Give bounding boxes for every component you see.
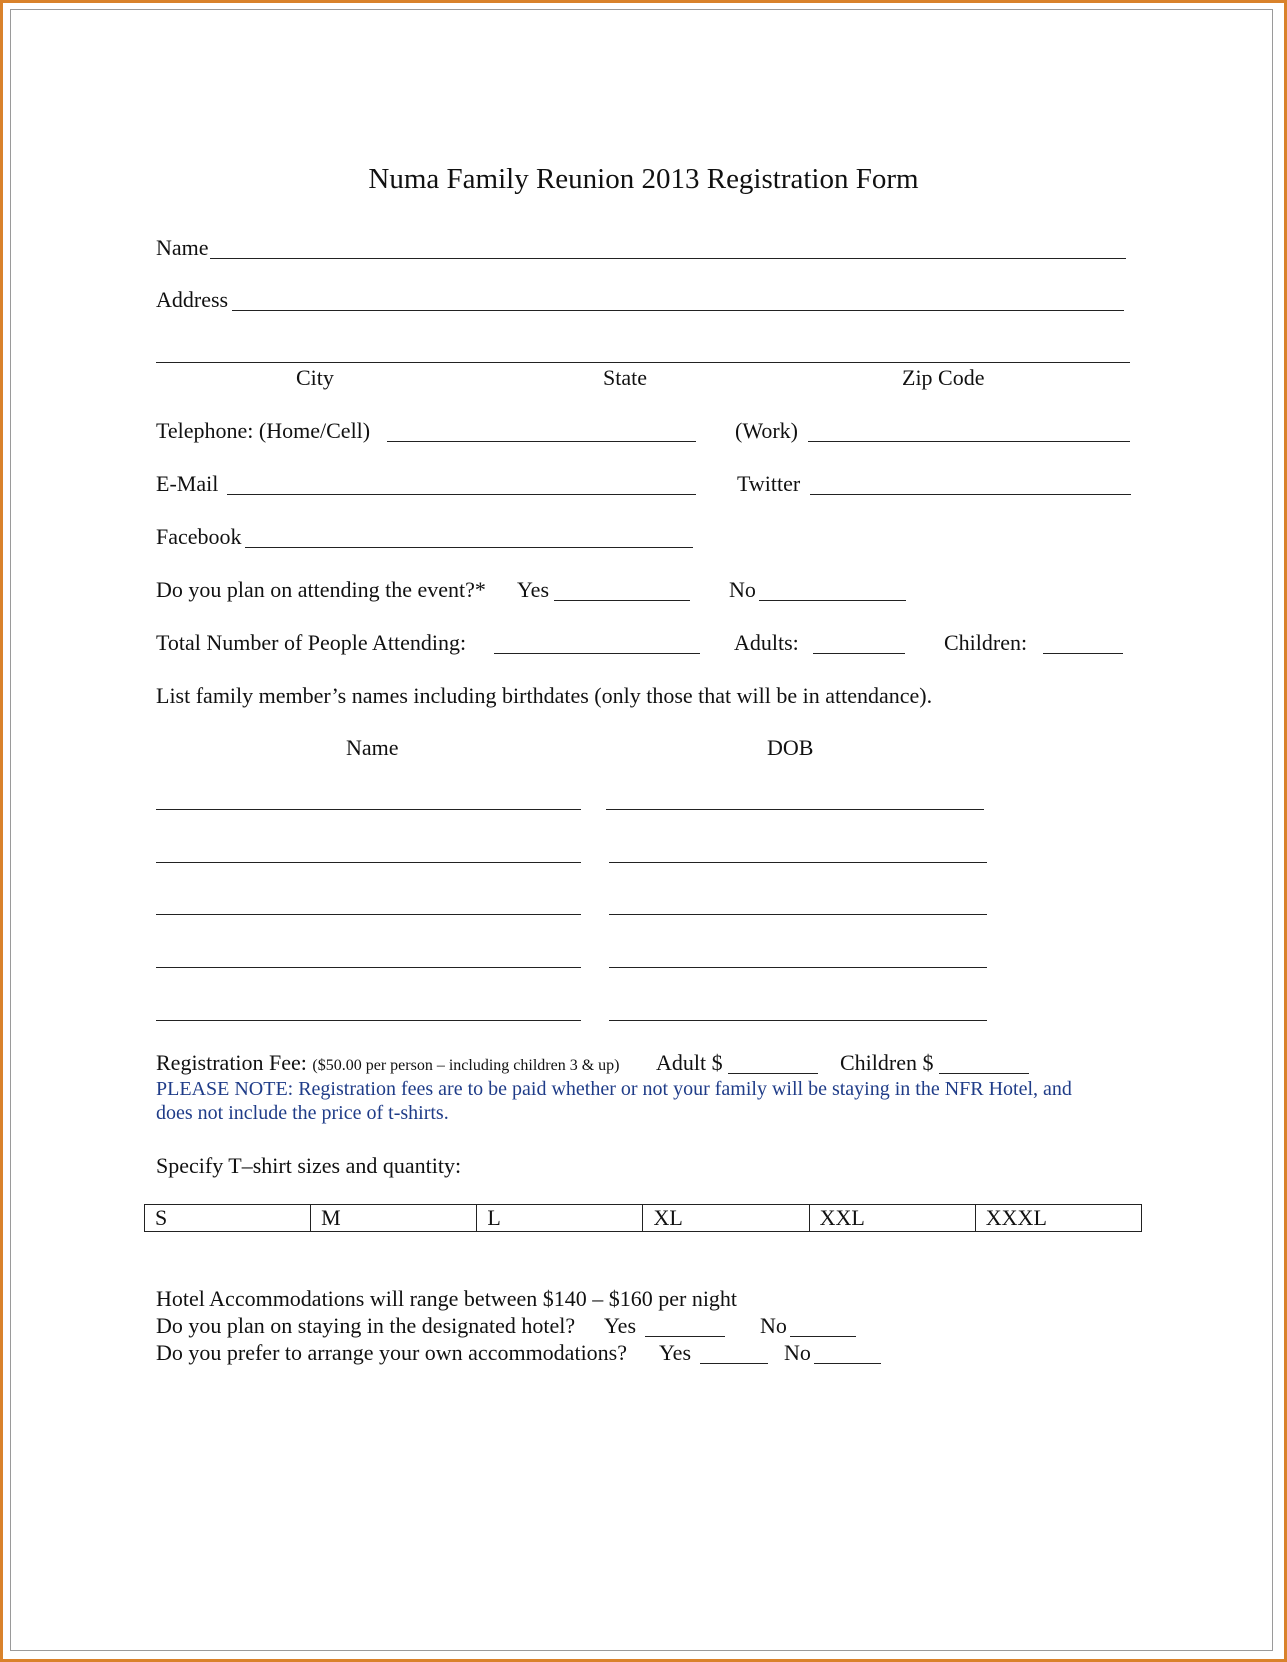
tshirt-size-s[interactable]: S bbox=[145, 1205, 311, 1232]
fee-adult-label: Adult $ bbox=[656, 1050, 723, 1075]
family-name-field-2[interactable] bbox=[156, 862, 581, 863]
fee-label: Registration Fee: bbox=[156, 1050, 307, 1075]
facebook-label: Facebook bbox=[156, 524, 242, 549]
family-dob-field-5[interactable] bbox=[609, 1020, 987, 1021]
tshirt-size-xxl[interactable]: XXL bbox=[809, 1205, 975, 1232]
tshirt-size-table bbox=[144, 1204, 1142, 1232]
fee-children-field[interactable] bbox=[939, 1073, 1029, 1074]
hotel-own-no-field[interactable] bbox=[814, 1363, 881, 1364]
fee-detail: ($50.00 per person – including children 3 & up) bbox=[312, 1057, 620, 1074]
email-field[interactable] bbox=[227, 494, 696, 495]
address-line-2-field[interactable] bbox=[156, 362, 1130, 363]
twitter-field[interactable] bbox=[810, 494, 1131, 495]
attending-no-field[interactable] bbox=[759, 600, 906, 601]
family-name-field-3[interactable] bbox=[156, 914, 581, 915]
work-label: (Work) bbox=[735, 418, 798, 443]
fee-adult-field[interactable] bbox=[728, 1073, 818, 1074]
attending-yes-label: Yes bbox=[517, 577, 550, 602]
family-name-header: Name bbox=[346, 735, 399, 760]
family-instruction: List family member’s names including birthdates (only those that will be in attendance). bbox=[156, 683, 933, 708]
tshirt-size-xl[interactable]: XL bbox=[643, 1205, 809, 1232]
children-field[interactable] bbox=[1043, 653, 1123, 654]
tshirt-size-m[interactable]: M bbox=[311, 1205, 477, 1232]
family-name-field-4[interactable] bbox=[156, 967, 581, 968]
attending-no-label: No bbox=[729, 577, 756, 602]
family-dob-field-2[interactable] bbox=[609, 862, 987, 863]
adults-label: Adults: bbox=[734, 630, 799, 655]
form-title: Numa Family Reunion 2013 Registration Form bbox=[368, 163, 919, 195]
facebook-field[interactable] bbox=[245, 547, 693, 548]
hotel-own-question: Do you prefer to arrange your own accommodations? bbox=[156, 1340, 628, 1365]
total-attending-field[interactable] bbox=[494, 653, 700, 654]
family-dob-field-3[interactable] bbox=[609, 914, 987, 915]
family-dob-header: DOB bbox=[767, 735, 814, 760]
children-label: Children: bbox=[944, 630, 1028, 655]
family-name-field-1[interactable] bbox=[156, 809, 581, 810]
telephone-label: Telephone: (Home/Cell) bbox=[156, 418, 371, 443]
twitter-label: Twitter bbox=[737, 471, 801, 496]
tshirt-label: Specify T–shirt sizes and quantity: bbox=[156, 1153, 462, 1178]
hotel-own-no-label: No bbox=[784, 1340, 811, 1365]
hotel-stay-no-field[interactable] bbox=[790, 1336, 856, 1337]
family-dob-field-4[interactable] bbox=[609, 967, 987, 968]
city-label: City bbox=[296, 365, 334, 390]
tshirt-size-l[interactable]: L bbox=[477, 1205, 643, 1232]
attending-question: Do you plan on attending the event?* bbox=[156, 577, 486, 602]
zip-label: Zip Code bbox=[902, 365, 985, 390]
adults-field[interactable] bbox=[813, 653, 905, 654]
hotel-stay-yes-field[interactable] bbox=[645, 1336, 725, 1337]
name-field[interactable] bbox=[210, 258, 1126, 259]
hotel-own-yes-field[interactable] bbox=[700, 1363, 768, 1364]
name-label: Name bbox=[156, 235, 209, 260]
home-phone-field[interactable] bbox=[387, 441, 696, 442]
fee-line bbox=[156, 1050, 619, 1079]
work-phone-field[interactable] bbox=[808, 441, 1130, 442]
total-attending-label: Total Number of People Attending: bbox=[156, 630, 467, 655]
hotel-own-yes-label: Yes bbox=[659, 1340, 692, 1365]
hotel-stay-yes-label: Yes bbox=[604, 1313, 637, 1338]
family-dob-field-1[interactable] bbox=[606, 809, 984, 810]
address-field[interactable] bbox=[232, 310, 1124, 311]
state-label: State bbox=[603, 365, 647, 390]
tshirt-size-xxxl[interactable]: XXXL bbox=[975, 1205, 1141, 1232]
hotel-range-text: Hotel Accommodations will range between $140 – $160 per night bbox=[156, 1286, 738, 1311]
family-name-field-5[interactable] bbox=[156, 1020, 581, 1021]
fee-note-line-2: does not include the price of t-shirts. bbox=[156, 1102, 449, 1124]
fee-note-line-1: PLEASE NOTE: Registration fees are to be paid whether or not your family will be staying in the NFR Hotel, and bbox=[156, 1078, 1072, 1100]
address-label: Address bbox=[156, 287, 229, 312]
hotel-stay-question: Do you plan on staying in the designated hotel? bbox=[156, 1313, 576, 1338]
fee-children-label: Children $ bbox=[840, 1050, 934, 1075]
attending-yes-field[interactable] bbox=[554, 600, 690, 601]
email-label: E-Mail bbox=[156, 471, 219, 496]
hotel-stay-no-label: No bbox=[760, 1313, 787, 1338]
